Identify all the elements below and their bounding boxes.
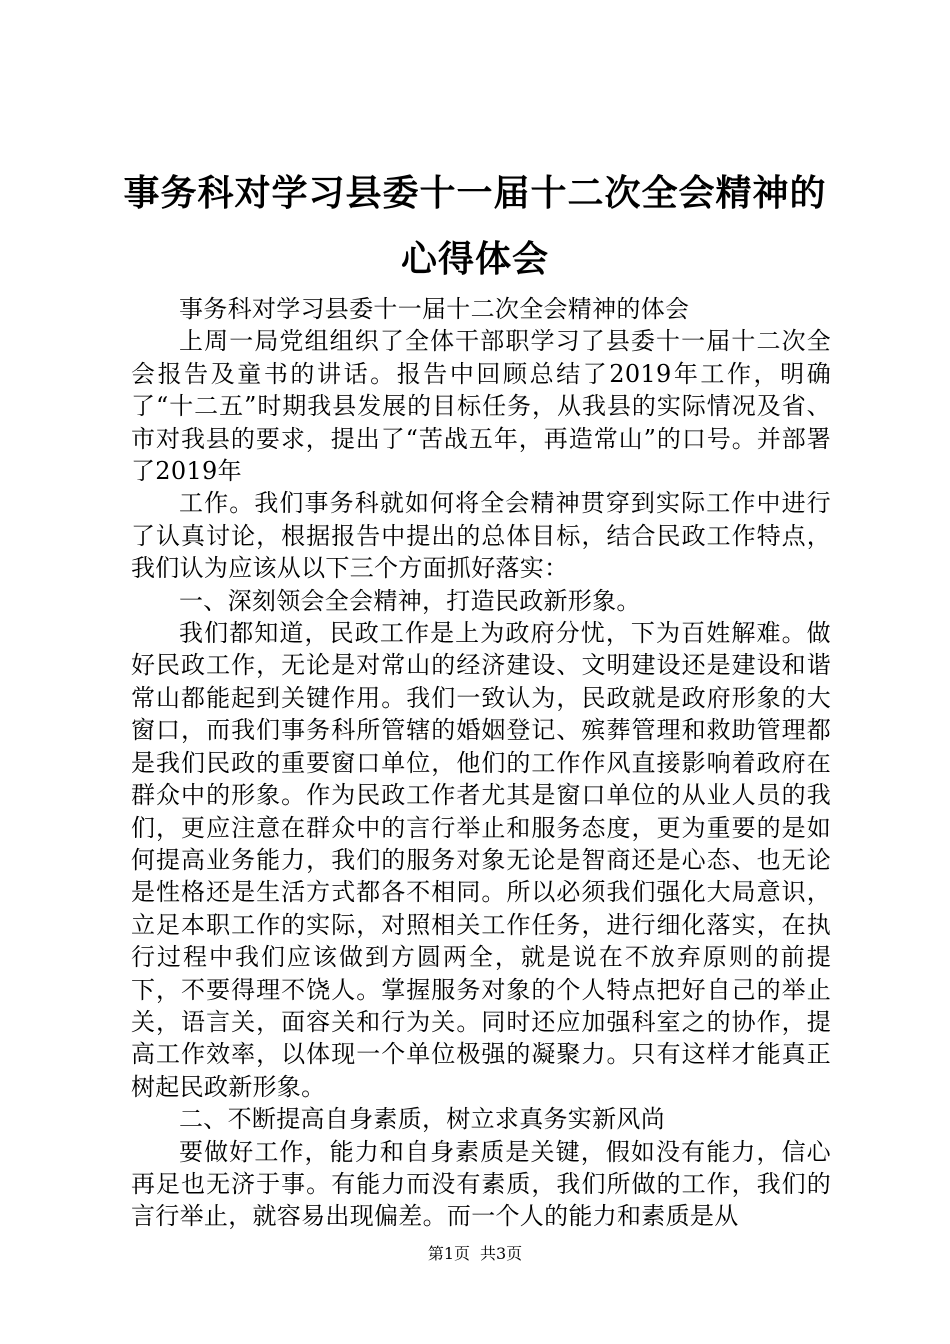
page-number: 第1页: [427, 1244, 470, 1263]
document-title: 事务科对学习县委十一届十二次全会精神的心得体会: [123, 172, 827, 280]
body-paragraph: 工作。我们事务科就如何将全会精神贯穿到实际工作中进行了认真讨论，根据报告中提出的总体目标，结合民政工作特点，我们认为应该从以下三个方面抓好落实：: [131, 489, 831, 583]
body-paragraph: 我们都知道，民政工作是上为政府分忧，下为百姓解难。做好民政工作，无论是对常山的经济建设、文明建设还是建设和谐常山都能起到关键作用。我们一致认为，民政就是政府形象的大窗口，而我们事务科所管辖的婚姻登记、殡葬管理和救助管理都是我们民政的重要窗口单位，他们的工作作风直接影响着政府在群众中的形象。作为民政工作者尤其是窗口单位的从业人员的我们，更应注意在群众中的言行举止和服务态度，更为重要的是如何提高业务能力，我们的服务对象无论是智商还是心态、也无论是性格还是生活方式都各不相同。所以必须我们强化大局意识，立足本职工作的实际，对照相关工作任务，进行细化落实，在执行过程中我们应该做到方圆两全，就是说在不放弃原则的前提下，不要得理不饶人。掌握服务对象的个人特点把好自己的举止关，语言关，面容关和行为关。同时还应加强科室之的协作，提高工作效率，以体现一个单位极强的凝聚力。只有这样才能真正树起民政新形象。: [131, 619, 831, 1101]
section-heading: 一、深刻领会全会精神，打造民政新形象。: [179, 586, 641, 615]
page-footer: [0, 1242, 950, 1266]
section-heading: 二、不断提高自身素质，树立求真务实新风尚: [179, 1105, 665, 1134]
subtitle-paragraph: 事务科对学习县委十一届十二次全会精神的体会: [179, 295, 690, 323]
body-paragraph: 上周一局党组组织了全体干部职学习了县委十一届十二次全会报告及童书的讲话。报告中回顾总结了2019年工作，明确了“十二五”时期我县发展的目标任务，从我县的实际情况及省、市对我县的要求，提出了“苦战五年，再造常山”的口号。并部署了2019年: [131, 327, 831, 486]
document-body: [131, 293, 831, 1233]
page-total: 共3页: [480, 1244, 523, 1263]
body-paragraph: 要做好工作，能力和自身素质是关键，假如没有能力，信心再足也无济于事。有能力而没有素质，我们所做的工作，我们的言行举止，就容易出现偏差。而一个人的能力和素质是从: [131, 1137, 831, 1231]
